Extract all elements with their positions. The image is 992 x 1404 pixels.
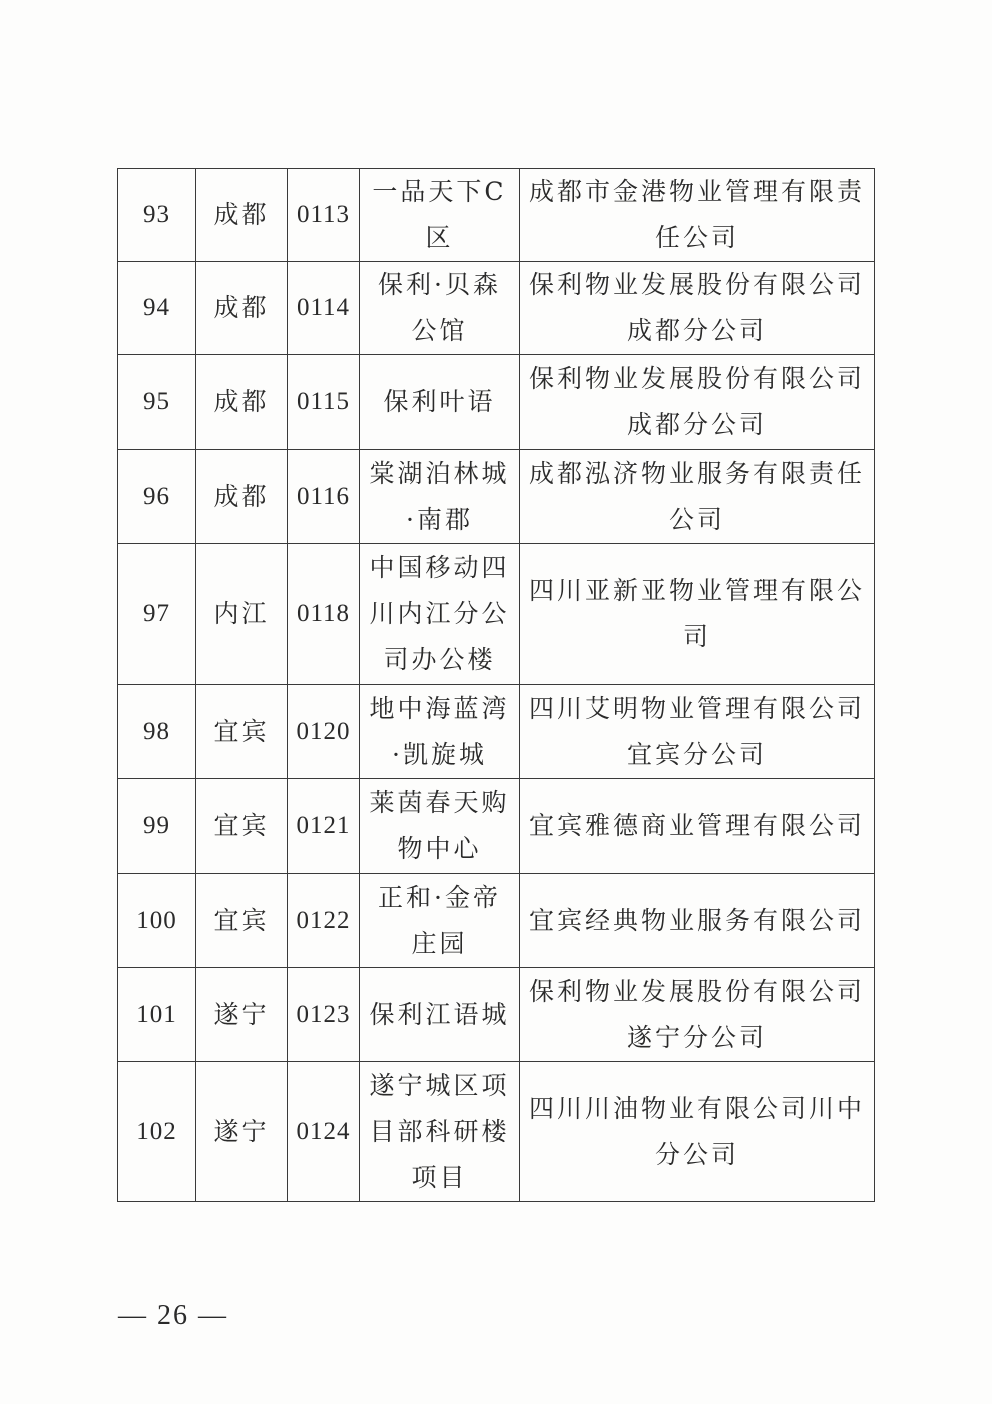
row-city: 遂宁 [196,1062,288,1202]
row-company: 成都泓济物业服务有限责任公司 [520,450,875,544]
page-number: — 26 — [118,1300,228,1331]
row-city: 宜宾 [196,685,288,779]
row-city: 成都 [196,355,288,450]
table-row [118,355,875,450]
table-row [118,1062,875,1202]
row-project: 一品天下C区 [360,169,520,262]
row-project: 地中海蓝湾·凯旋城 [360,685,520,779]
row-code: 0115 [288,355,360,450]
row-project: 保利叶语 [360,355,520,450]
row-city: 宜宾 [196,874,288,968]
table-row [118,544,875,685]
table-row [118,779,875,874]
row-company: 保利物业发展股份有限公司遂宁分公司 [520,968,875,1062]
row-project: 中国移动四川内江分公司办公楼 [360,544,520,685]
row-company: 四川川油物业有限公司川中分公司 [520,1062,875,1202]
row-seq: 100 [118,874,196,968]
row-project: 棠湖泊林城·南郡 [360,450,520,544]
row-seq: 95 [118,355,196,450]
row-code: 0124 [288,1062,360,1202]
row-code: 0114 [288,262,360,355]
row-code: 0121 [288,779,360,874]
table-row [118,450,875,544]
row-code: 0118 [288,544,360,685]
row-project: 正和·金帝庄园 [360,874,520,968]
row-seq: 102 [118,1062,196,1202]
row-project: 保利江语城 [360,968,520,1062]
row-code: 0123 [288,968,360,1062]
table-row [118,685,875,779]
row-seq: 94 [118,262,196,355]
row-company: 四川亚新亚物业管理有限公司 [520,544,875,685]
row-project: 莱茵春天购物中心 [360,779,520,874]
row-seq: 96 [118,450,196,544]
row-code: 0122 [288,874,360,968]
row-city: 成都 [196,262,288,355]
property-registry-table [117,168,875,1202]
table-row [118,968,875,1062]
row-company: 成都市金港物业管理有限责任公司 [520,169,875,262]
row-company: 宜宾雅德商业管理有限公司 [520,779,875,874]
row-company: 保利物业发展股份有限公司成都分公司 [520,262,875,355]
row-seq: 98 [118,685,196,779]
row-project: 保利·贝森公馆 [360,262,520,355]
row-city: 遂宁 [196,968,288,1062]
row-code: 0120 [288,685,360,779]
table-row [118,874,875,968]
row-company: 四川艾明物业管理有限公司宜宾分公司 [520,685,875,779]
row-city: 内江 [196,544,288,685]
row-seq: 101 [118,968,196,1062]
table-row [118,169,875,262]
row-code: 0116 [288,450,360,544]
table-row [118,262,875,355]
row-seq: 99 [118,779,196,874]
row-city: 成都 [196,450,288,544]
row-company: 宜宾经典物业服务有限公司 [520,874,875,968]
row-seq: 97 [118,544,196,685]
row-company: 保利物业发展股份有限公司成都分公司 [520,355,875,450]
row-city: 宜宾 [196,779,288,874]
row-code: 0113 [288,169,360,262]
row-city: 成都 [196,169,288,262]
row-seq: 93 [118,169,196,262]
row-project: 遂宁城区项目部科研楼项目 [360,1062,520,1202]
